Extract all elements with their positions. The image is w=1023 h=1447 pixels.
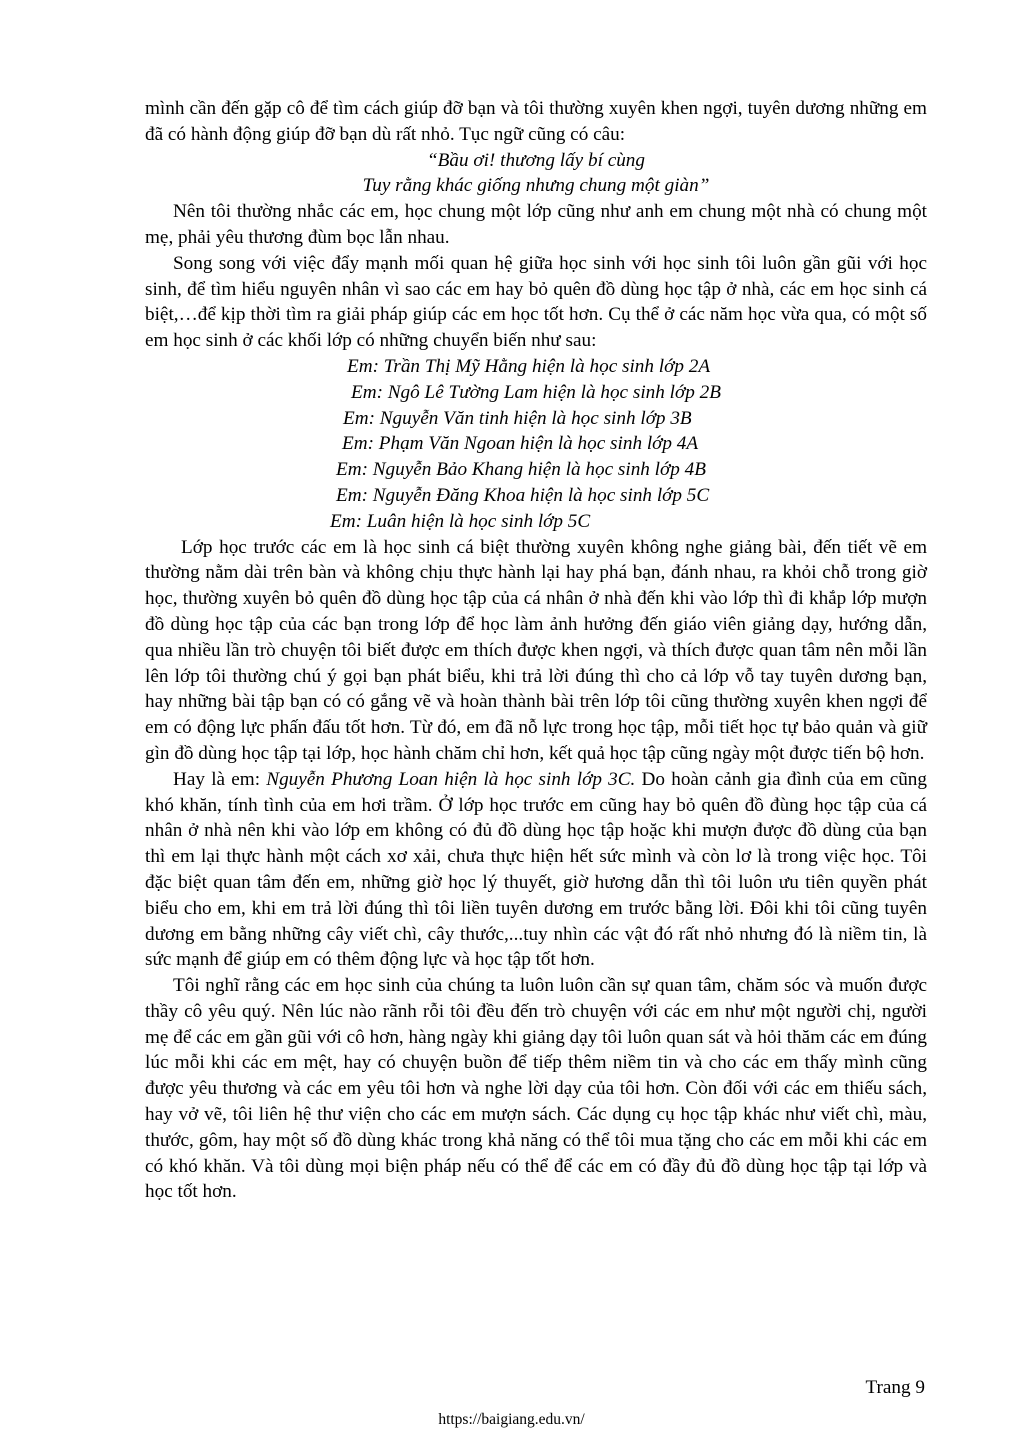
student-line-2: Em: Ngô Lê Tường Lam hiện là học sinh lớp 2B — [351, 381, 721, 403]
student-line-3: Em: Nguyễn Văn tinh hiện là học sinh lớp 3B — [343, 407, 692, 429]
proverb-line-2: Tuy rằng khác giống nhưng chung một giàn” — [362, 175, 710, 197]
paragraph-5-start: Hay là em: — [173, 768, 267, 790]
paragraph-5-student-name: Nguyễn Phương Loan hiện là học sinh lớp 3C. — [266, 768, 636, 790]
student-line-7 — [145, 509, 927, 535]
student-line-4: Em: Phạm Văn Ngoan hiện là học sinh lớp 4A — [342, 433, 699, 455]
paragraph-6: Tôi nghĩ rằng các em học sinh của chúng ta luôn luôn cần sự quan tâm, chăm sóc và muốn được thầy cô yêu quý. Nên lúc nào rãnh rỗi tôi đều đến trò chuyện với các em như một người chị, người mẹ để các em gần gũi với cô hơn, hàng ngày khi giảng dạy tôi luôn quan sát và hỏi thăm các em đúng lúc mỗi khi các em mệt, hay có chuyện buồn để tiếp thêm niềm tin và cho các em thấy mình cũng được yêu thương và các em yêu tôi hơn và nghe lời dạy của tôi hơn. Còn đối với các em thiếu sách, hay vở vẽ, tôi liên hệ thư viện cho các em mượn sách. Các dụng cụ học tập khác như viết chì, màu, thước, gôm, hay một số đồ dùng khác trong khả năng có thể tôi mua tặng cho các em mỗi khi các em có khó khăn. Và tôi dùng mọi biện pháp nếu có thể để các em có đầy đủ đồ dùng học tập tại lớp và học tốt hơn. — [145, 975, 927, 1203]
student-line-5: Em: Nguyễn Bảo Khang hiện là học sinh lớp 4B — [336, 459, 706, 481]
student-line-7-rest: : Luân hiện là học sinh lớp 5C — [355, 510, 591, 532]
student-line-6: Em: Nguyễn Đăng Khoa hiện là học sinh lớp 5C — [336, 484, 710, 506]
page-number: Trang 9 — [865, 1377, 925, 1398]
paragraph-1: mình cần đến gặp cô để tìm cách giúp đỡ bạn và tôi thường xuyên khen ngợi, tuyên dương những em đã có hành động giúp đỡ bạn dù rất nhỏ. Tục ngữ cũng có câu: — [145, 98, 927, 145]
paragraph-5-rest: Do hoàn cảnh gia đình của em cũng khó khăn, tính tình của em hơi trầm. Ở lớp học trước em cũng hay bỏ quên đồ đùng học tập của cá nhân ở nhà nên khi vào lớp em không có đủ đồ dùng học tập hoặc khi mượn được đồ dùng của bạn thì em lại thực hành một cách xơ xải, chưa thực hiện hết sức mình và còn lơ là trong việc học. Tôi đặc biệt quan tâm đến em, những giờ học lý thuyết, giờ hương dẫn thì tôi luôn ưu tiên quyền phát biểu cho em, khi em trả lời đúng thì tôi liền tuyên dương em trước bằng lời. Đôi khi tôi cũng tuyên dương em bằng những cây viết chì, cây thước,...tuy nhìn các vật đó rất nhỏ nhưng đó là niềm tin, là sức mạnh để giúp em có thêm động lực và học tập tốt hơn. — [145, 768, 927, 971]
proverb-line-1: “Bầu ơi! thương lấy bí cùng — [426, 149, 645, 171]
paragraph-5 — [145, 767, 927, 973]
student-line-1: Em: Trần Thị Mỹ Hằng hiện là học sinh lớp 2A — [347, 355, 711, 377]
paragraph-3: Song song với việc đẩy mạnh mối quan hệ giữa học sinh với học sinh tôi luôn gần gũi với học sinh, để tìm hiểu nguyên nhân vì sao các em hay bỏ quên đồ dùng học tập ở nhà, các em học sinh cá biệt,…để kịp thời tìm ra giải pháp giúp các em học tốt hơn. Cụ thể ở các năm học vừa qua, có một số em học sinh ở các khối lớp có những chuyển biến như sau: — [145, 252, 927, 352]
student-line-7-prefix: Em — [330, 510, 356, 532]
paragraph-4: Lớp học trước các em là học sinh cá biệt thường xuyên không nghe giảng bài, đến tiết vẽ em thường nằm dài trên bàn và không chịu thực hành lại hay phá bạn, đánh nhau, ra khỏi chỗ trong giờ học, thường xuyên bỏ quên đồ dùng học tập của cá nhân ở nhà đến khi vào lớp thì đi khắp lớp mượn đồ dùng học tập của các bạn trong lớp để học làm ảnh hưởng đến giáo viên giảng dạy, hướng dẫn, qua nhiều lần trò chuyện tôi biết được em thích được khen ngợi, và thích được quan tâm nên mỗi lần lên lớp tôi thường chú ý gọi bạn phát biểu, khi trả lời đúng thì cho cả lớp vỗ tay tuyên dương bạn, hay những bài tập bạn có có gắng vẽ và hoàn thành bài trên lớp tôi cũng thường xuyên khen ngợi để em có động lực phấn đấu tốt hơn. Từ đó, em đã nỗ lực trong học tập, mỗi tiết học tự bảo quản và giữ gìn đồ dùng học tập tại lớp, học hành chăm chỉ hơn, kết quả học tập cũng ngày một được tiến bộ hơn. — [145, 536, 927, 764]
document-body — [145, 96, 927, 1205]
paragraph-2: Nên tôi thường nhắc các em, học chung một lớp cũng như anh em chung một nhà có chung một mẹ, phải yêu thương đùm bọc lẫn nhau. — [145, 201, 927, 248]
footer-url[interactable]: https://baigiang.edu.vn/ — [438, 1411, 585, 1428]
